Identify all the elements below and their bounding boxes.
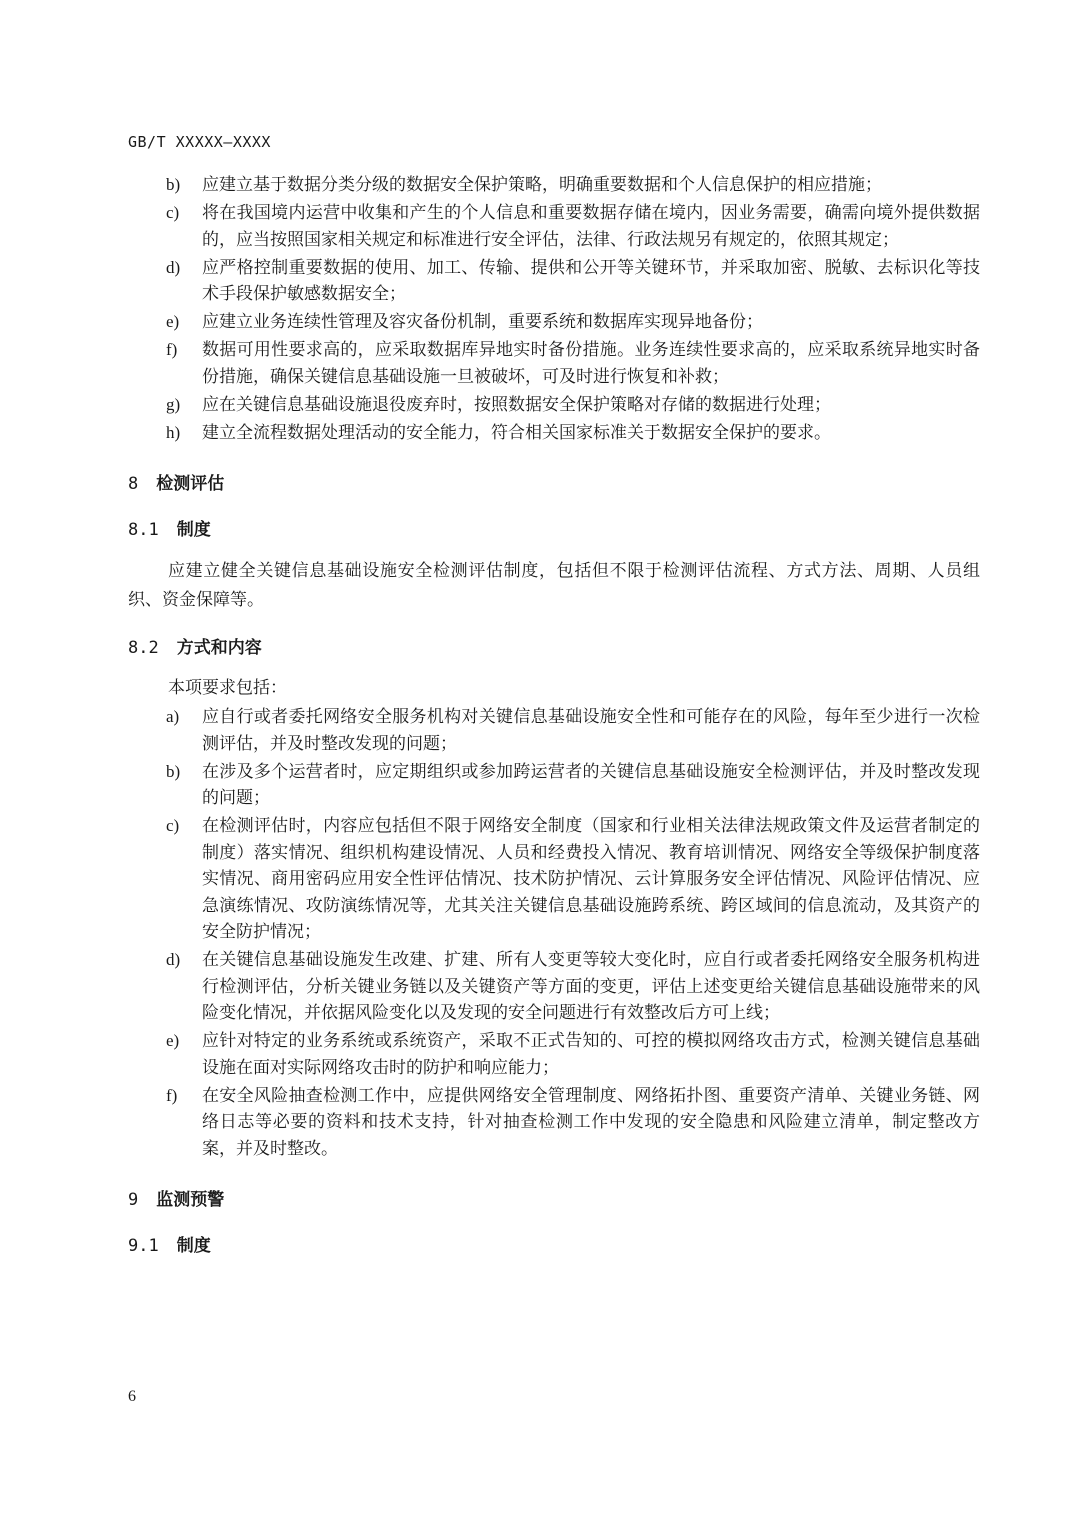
- subsection-title: 制度: [176, 1236, 211, 1256]
- list-item: [128, 420, 980, 447]
- document-body: [128, 172, 980, 1259]
- list-marker: b): [166, 175, 181, 194]
- page-number: 6: [128, 1388, 136, 1405]
- list-item: [128, 704, 980, 757]
- list-marker: d): [166, 257, 181, 277]
- list-marker: c): [166, 816, 180, 835]
- subsection-number: 8.2: [128, 638, 159, 658]
- list-marker: d): [166, 950, 181, 969]
- list-item: [128, 813, 980, 946]
- section-title: 检测评估: [156, 474, 225, 494]
- list-item: [128, 759, 980, 812]
- list-item-text: 数据可用性要求高的，应采取数据库异地实时备份措施。业务连续性要求高的，应采取系统异地实时备份措施，确保关键信息基础设施一旦被破坏，可及时进行恢复和补救；: [202, 340, 980, 387]
- list-item: [128, 200, 980, 253]
- list-marker: h): [166, 422, 181, 442]
- list-item-text: 在检测评估时，内容应包括但不限于网络安全制度（国家和行业相关法律法规政策文件及运营者制定的制度）落实情况、组织机构建设情况、人员和经费投入情况、教育培训情况、网络安全等级保护制度落实情况、商用密码应用安全性评估情况、技术防护情况、云计算服务安全评估情况、风险评估情况、应急演练情况、攻防演练情况等，尤其关注关键信息基础设施跨系统、跨区域间的信息流动，及其资产的安全防护情况；: [202, 816, 980, 942]
- list-item: [128, 1028, 980, 1081]
- list-item-text: 应自行或者委托网络安全服务机构对关键信息基础设施安全性和可能存在的风险，每年至少进行一次检测评估，并及时整改发现的问题；: [202, 707, 980, 754]
- list-item-text: 应建立业务连续性管理及容灾备份机制，重要系统和数据库实现异地备份；: [202, 312, 763, 332]
- list-item-text: 在安全风险抽查检测工作中，应提供网络安全管理制度、网络拓扑图、重要资产清单、关键业务链、网络日志等必要的资料和技术支持，针对抽查检测工作中发现的安全隐患和风险建立清单，制定整改方案，并及时整改。: [202, 1085, 980, 1159]
- section-title: 监测预警: [156, 1190, 225, 1210]
- section-8-2-intro: 本项要求包括：: [168, 678, 287, 698]
- subsection-number: 8.1: [128, 520, 159, 540]
- list-item-text: 将在我国境内运营中收集和产生的个人信息和重要数据存储在境内，因业务需要，确需向境外提供数据的，应当按照国家相关规定和标准进行安全评估，法律、行政法规另有规定的，依照其规定；: [202, 203, 980, 250]
- list-marker: e): [166, 1031, 180, 1050]
- assessment-requirements-list: [128, 704, 980, 1162]
- section-number: 9: [128, 1190, 139, 1210]
- list-item: [128, 392, 980, 419]
- subsection-number: 9.1: [128, 1236, 159, 1256]
- list-item: [128, 255, 980, 308]
- list-item-text: 应严格控制重要数据的使用、加工、传输、提供和公开等关键环节，并采取加密、脱敏、去标识化等技术手段保护敏感数据安全；: [202, 257, 980, 304]
- section-number: 8: [128, 474, 139, 494]
- list-marker: f): [166, 340, 178, 359]
- list-item-text: 应建立基于数据分类分级的数据安全保护策略，明确重要数据和个人信息保护的相应措施；: [202, 175, 882, 195]
- list-item-text: 应在关键信息基础设施退役废弃时，按照数据安全保护策略对存储的数据进行处理；: [202, 394, 831, 415]
- list-item-text: 在涉及多个运营者时，应定期组织或参加跨运营者的关键信息基础设施安全检测评估，并及时整改发现的问题；: [202, 761, 980, 808]
- list-item: [128, 947, 980, 1027]
- list-marker: c): [166, 203, 180, 222]
- subsection-title: 制度: [176, 520, 211, 540]
- section-8-1-heading: [128, 517, 980, 543]
- list-item: [128, 309, 980, 336]
- list-marker: f): [166, 1085, 178, 1105]
- list-item-text: 应针对特定的业务系统或系统资产，采取不正式告知的、可控的模拟网络攻击方式，检测关键信息基础设施在面对实际网络攻击时的防护和响应能力；: [202, 1031, 980, 1078]
- list-marker: e): [166, 312, 180, 331]
- list-item: [128, 172, 980, 199]
- list-marker: b): [166, 761, 181, 781]
- list-marker: a): [166, 707, 180, 726]
- subsection-title: 方式和内容: [176, 638, 262, 658]
- list-item: [128, 337, 980, 390]
- section-8-heading: [128, 471, 980, 497]
- section-8-2-heading: [128, 635, 980, 661]
- document-code: GB/T XXXXX—XXXX: [128, 133, 271, 151]
- data-security-list: [128, 172, 980, 446]
- list-item-text: 在关键信息基础设施发生改建、扩建、所有人变更等较大变化时，应自行或者委托网络安全服务机构进行检测评估，分析关键业务链以及关键资产等方面的变更，评估上述变更给关键信息基础设施带来的风险变化情况，并依据风险变化以及发现的安全问题进行有效整改后方可上线；: [202, 950, 980, 1023]
- section-9-1-heading: [128, 1233, 980, 1259]
- section-9-heading: [128, 1187, 980, 1213]
- section-8-1-paragraph: 应建立健全关键信息基础设施安全检测评估制度，包括但不限于检测评估流程、方式方法、周期、人员组织、资金保障等。: [128, 561, 980, 610]
- list-marker: g): [166, 394, 181, 414]
- list-item-text: 建立全流程数据处理活动的安全能力，符合相关国家标准关于数据安全保护的要求。: [202, 422, 831, 443]
- list-item: [128, 1083, 980, 1163]
